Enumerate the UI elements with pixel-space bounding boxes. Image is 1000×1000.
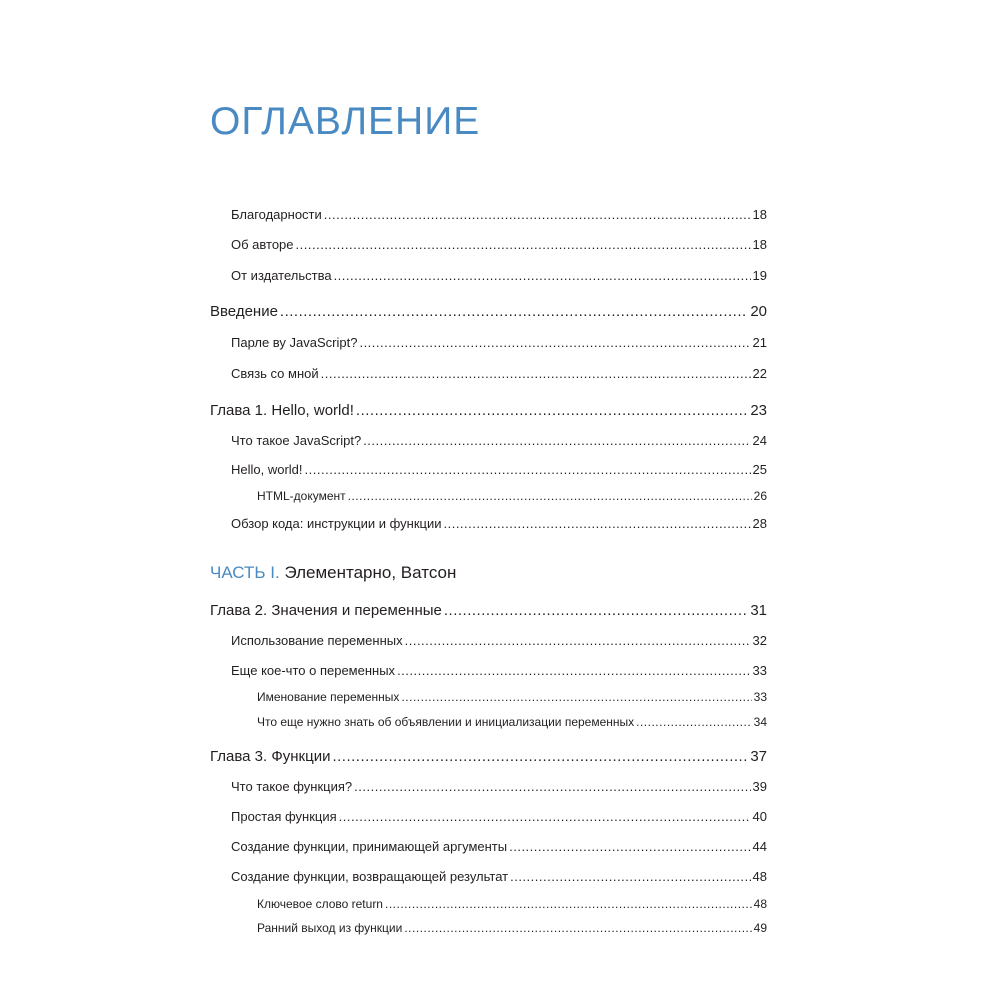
toc-entry-page: 25 (752, 462, 767, 477)
toc-entry-page: 49 (753, 921, 767, 935)
toc-entry-title: Глава 3. Функции (210, 748, 331, 765)
toc-entry-title: Использование переменных (231, 633, 403, 648)
toc-subentry[interactable] (257, 489, 767, 503)
leader-dots (305, 462, 751, 477)
toc-entry-title: Hello, world! (231, 462, 303, 477)
leader-dots (354, 779, 750, 794)
toc-entry-page: 22 (752, 366, 767, 381)
toc-entry[interactable] (231, 779, 767, 794)
toc-entry-title: Об авторе (231, 237, 294, 252)
toc-entry-title: Ключевое слово return (257, 897, 383, 911)
toc-subentry[interactable] (257, 921, 767, 935)
leader-dots (359, 335, 750, 350)
toc-entry[interactable] (231, 207, 767, 222)
toc-entry-title: Благодарности (231, 207, 322, 222)
leader-dots (443, 516, 750, 531)
toc-entry-page: 40 (752, 809, 767, 824)
toc-entry-page: 48 (752, 869, 767, 884)
toc-entry[interactable] (231, 366, 767, 381)
toc-entry-title: Что такое функция? (231, 779, 353, 794)
toc-entry[interactable] (231, 663, 767, 678)
toc-entry-page: 20 (750, 303, 767, 320)
toc-entry[interactable] (231, 839, 767, 854)
toc-entry-page: 19 (752, 268, 767, 283)
toc-entry-title: Создание функции, возвращающей результат (231, 869, 509, 884)
leader-dots (280, 303, 748, 320)
leader-dots (404, 921, 751, 935)
leader-dots (405, 633, 751, 648)
toc-entry[interactable] (231, 335, 767, 350)
leader-dots (332, 748, 748, 765)
toc-entry-title: Ранний выход из функции (257, 921, 403, 935)
toc-entry-page: 44 (752, 839, 767, 854)
leader-dots (348, 489, 752, 503)
toc-entry-page: 33 (752, 663, 767, 678)
toc-subentry[interactable] (257, 690, 767, 704)
toc-entry-title: Именование переменных (257, 690, 400, 704)
toc-entry-page: 18 (752, 237, 767, 252)
toc-entry-page: 18 (752, 207, 767, 222)
toc-entry[interactable] (231, 869, 767, 884)
toc-entry-page: 34 (753, 715, 767, 729)
part-label: ЧАСТЬ I. (210, 563, 280, 582)
part-heading (210, 563, 456, 583)
toc-entry-page: 28 (752, 516, 767, 531)
toc-entry[interactable] (231, 268, 767, 283)
toc-entry[interactable] (231, 516, 767, 531)
toc-entry-title: Создание функции, принимающей аргументы (231, 839, 508, 854)
toc-entry-page: 21 (752, 335, 767, 350)
toc-subentry[interactable] (257, 897, 767, 911)
leader-dots (324, 207, 751, 222)
toc-entry[interactable] (231, 462, 767, 477)
toc-entry-page: 32 (752, 633, 767, 648)
leader-dots (636, 715, 752, 729)
leader-dots (510, 869, 750, 884)
toc-entry[interactable] (231, 237, 767, 252)
leader-dots (339, 809, 751, 824)
toc-chapter[interactable] (210, 303, 767, 320)
leader-dots (385, 897, 752, 911)
toc-entry-page: 48 (753, 897, 767, 911)
toc-entry-page: 26 (753, 489, 767, 503)
toc-entry[interactable] (231, 633, 767, 648)
toc-entry-title: HTML-документ (257, 489, 346, 503)
toc-entry-page: 23 (750, 402, 767, 419)
leader-dots (296, 237, 751, 252)
leader-dots (397, 663, 750, 678)
toc-subentry[interactable] (257, 715, 767, 729)
toc-entry-title: Парле ву JavaScript? (231, 335, 358, 350)
page-title: ОГЛАВЛЕНИЕ (210, 100, 481, 143)
toc-entry-page: 39 (752, 779, 767, 794)
leader-dots (334, 268, 751, 283)
toc-entry[interactable] (231, 809, 767, 824)
toc-entry-title: Глава 2. Значения и переменные (210, 602, 442, 619)
toc-chapter[interactable] (210, 748, 767, 765)
toc-entry-title: Связь со мной (231, 366, 319, 381)
toc-entry-page: 33 (753, 690, 767, 704)
toc-entry-title: Простая функция (231, 809, 337, 824)
toc-chapter[interactable] (210, 402, 767, 419)
toc-entry-page: 24 (752, 433, 767, 448)
leader-dots (401, 690, 751, 704)
leader-dots (356, 402, 748, 419)
leader-dots (363, 433, 750, 448)
part-name: Элементарно, Ватсон (284, 563, 457, 582)
leader-dots (444, 602, 748, 619)
toc-entry-title: Обзор кода: инструкции и функции (231, 516, 442, 531)
toc-entry-title: Еще кое-что о переменных (231, 663, 396, 678)
toc-entry-page: 31 (750, 602, 767, 619)
toc-entry-title: Что такое JavaScript? (231, 433, 362, 448)
toc-entry-page: 37 (750, 748, 767, 765)
leader-dots (509, 839, 750, 854)
toc-entry[interactable] (231, 433, 767, 448)
toc-entry-title: От издательства (231, 268, 332, 283)
leader-dots (321, 366, 751, 381)
toc-entry-title: Глава 1. Hello, world! (210, 402, 354, 419)
toc-entry-title: Введение (210, 303, 278, 320)
toc-chapter[interactable] (210, 602, 767, 619)
toc-entry-title: Что еще нужно знать об объявлении и инициализации переменных (257, 715, 635, 729)
